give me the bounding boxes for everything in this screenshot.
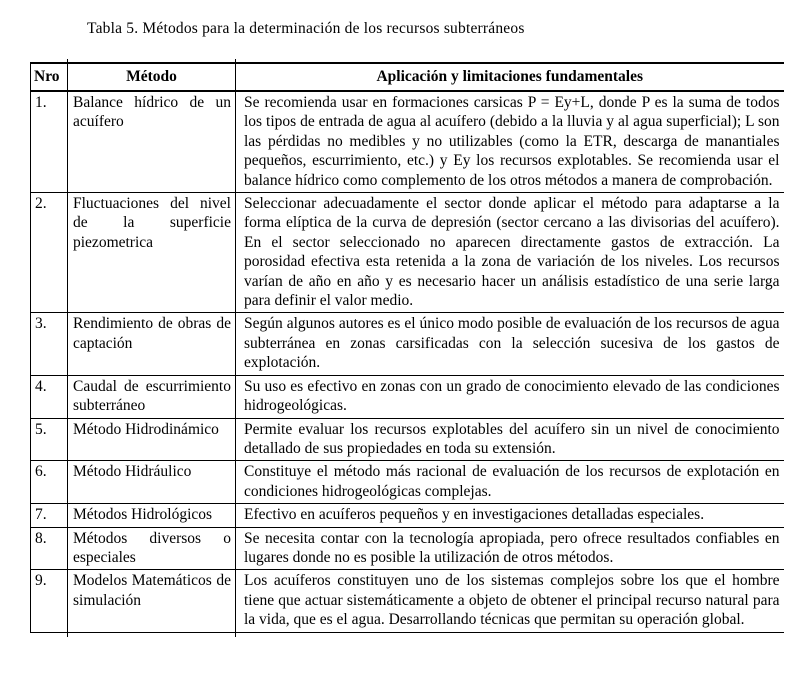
header-metodo: Método <box>68 63 236 91</box>
table-row <box>31 418 784 461</box>
table-row <box>31 527 784 570</box>
cell-nro: 2. <box>31 193 68 313</box>
table-header <box>31 63 784 91</box>
header-nro: Nro <box>31 63 68 91</box>
cell-nro: 5. <box>31 418 68 461</box>
cell-nro: 3. <box>31 313 68 375</box>
table-wrap <box>30 62 783 633</box>
methods-table <box>30 62 784 633</box>
cell-metodo: Métodos diversos o especiales <box>68 527 236 570</box>
cell-aplicacion: Según algunos autores es el único modo posible de evaluación de los recursos de agua subterránea en zonas carsificadas con la selección sucesiva de los gastos de explotación. <box>236 313 784 375</box>
cell-metodo: Método Hidrodinámico <box>68 418 236 461</box>
border-stub <box>67 631 68 637</box>
cell-metodo: Métodos Hidrológicos <box>68 504 236 527</box>
cell-aplicacion: Efectivo en acuíferos pequeños y en investigaciones detalladas especiales. <box>236 504 784 527</box>
table-row <box>31 570 784 632</box>
cell-nro: 6. <box>31 461 68 504</box>
table-row <box>31 375 784 418</box>
table-caption: Tabla 5. Métodos para la determinación de los recursos subterráneos <box>87 20 525 37</box>
cell-nro: 7. <box>31 504 68 527</box>
border-stub <box>67 59 68 65</box>
cell-aplicacion: Se recomienda usar en formaciones carsicas P = Ey+L, donde P es la suma de todos los tipos de entrada de agua al acuífero (debido a la lluvia y al agua superficial); L son las pérdidas no medibles y no utilizables (como la ETR, descarga de manantiales pequeños, escurrimiento, etc.) y Ey los recursos explotables. Se recomienda usar el balance hídrico como complemento de los otros métodos a manera de comprobación. <box>236 91 784 193</box>
cell-metodo: Balance hídrico de un acuífero <box>68 91 236 193</box>
cell-nro: 8. <box>31 527 68 570</box>
cell-nro: 9. <box>31 570 68 632</box>
cell-aplicacion: Su uso es efectivo en zonas con un grado de conocimiento elevado de las condiciones hidrogeológicas. <box>236 375 784 418</box>
header-aplicacion: Aplicación y limitaciones fundamentales <box>236 63 784 91</box>
header-row <box>31 63 784 91</box>
cell-metodo: Fluctuaciones del nivel de la superficie piezometrica <box>68 193 236 313</box>
table-body <box>31 91 784 632</box>
cell-metodo: Caudal de escurrimiento subterráneo <box>68 375 236 418</box>
cell-metodo: Modelos Matemáticos de simulación <box>68 570 236 632</box>
cell-aplicacion: Seleccionar adecuadamente el sector donde aplicar el método para adaptarse a la forma elíptica de la curva de depresión (sector cercano a las divisorias del acuífero). En el sector seleccionado no aparecen directamente gastos de extracción. La porosidad efectiva esta retenida a la zona de variación de los niveles. Los recursos varían de año en año y es necesario hacer un análisis estadístico de una serie larga para definir el valor medio. <box>236 193 784 313</box>
cell-metodo: Rendimiento de obras de captación <box>68 313 236 375</box>
table-row <box>31 504 784 527</box>
cell-metodo: Método Hidráulico <box>68 461 236 504</box>
table-row <box>31 91 784 193</box>
border-stub <box>235 59 236 65</box>
table-row <box>31 313 784 375</box>
table-row <box>31 461 784 504</box>
cell-aplicacion: Constituye el método más racional de evaluación de los recursos de explotación en condiciones hidrogeológicas complejas. <box>236 461 784 504</box>
table-row <box>31 193 784 313</box>
cell-aplicacion: Permite evaluar los recursos explotables del acuífero sin un nivel de conocimiento detallado de sus propiedades en toda su extensión. <box>236 418 784 461</box>
cell-aplicacion: Los acuíferos constituyen uno de los sistemas complejos sobre los que el hombre tiene que actuar sistemáticamente a objeto de obtener el principal recurso natural para la vida, que es el agua. Desarrollando técnicas que permitan su operación global. <box>236 570 784 632</box>
cell-aplicacion: Se necesita contar con la tecnología apropiada, pero ofrece resultados confiables en lugares donde no es posible la utilización de otros métodos. <box>236 527 784 570</box>
cell-nro: 1. <box>31 91 68 193</box>
border-stub <box>235 631 236 637</box>
cell-nro: 4. <box>31 375 68 418</box>
